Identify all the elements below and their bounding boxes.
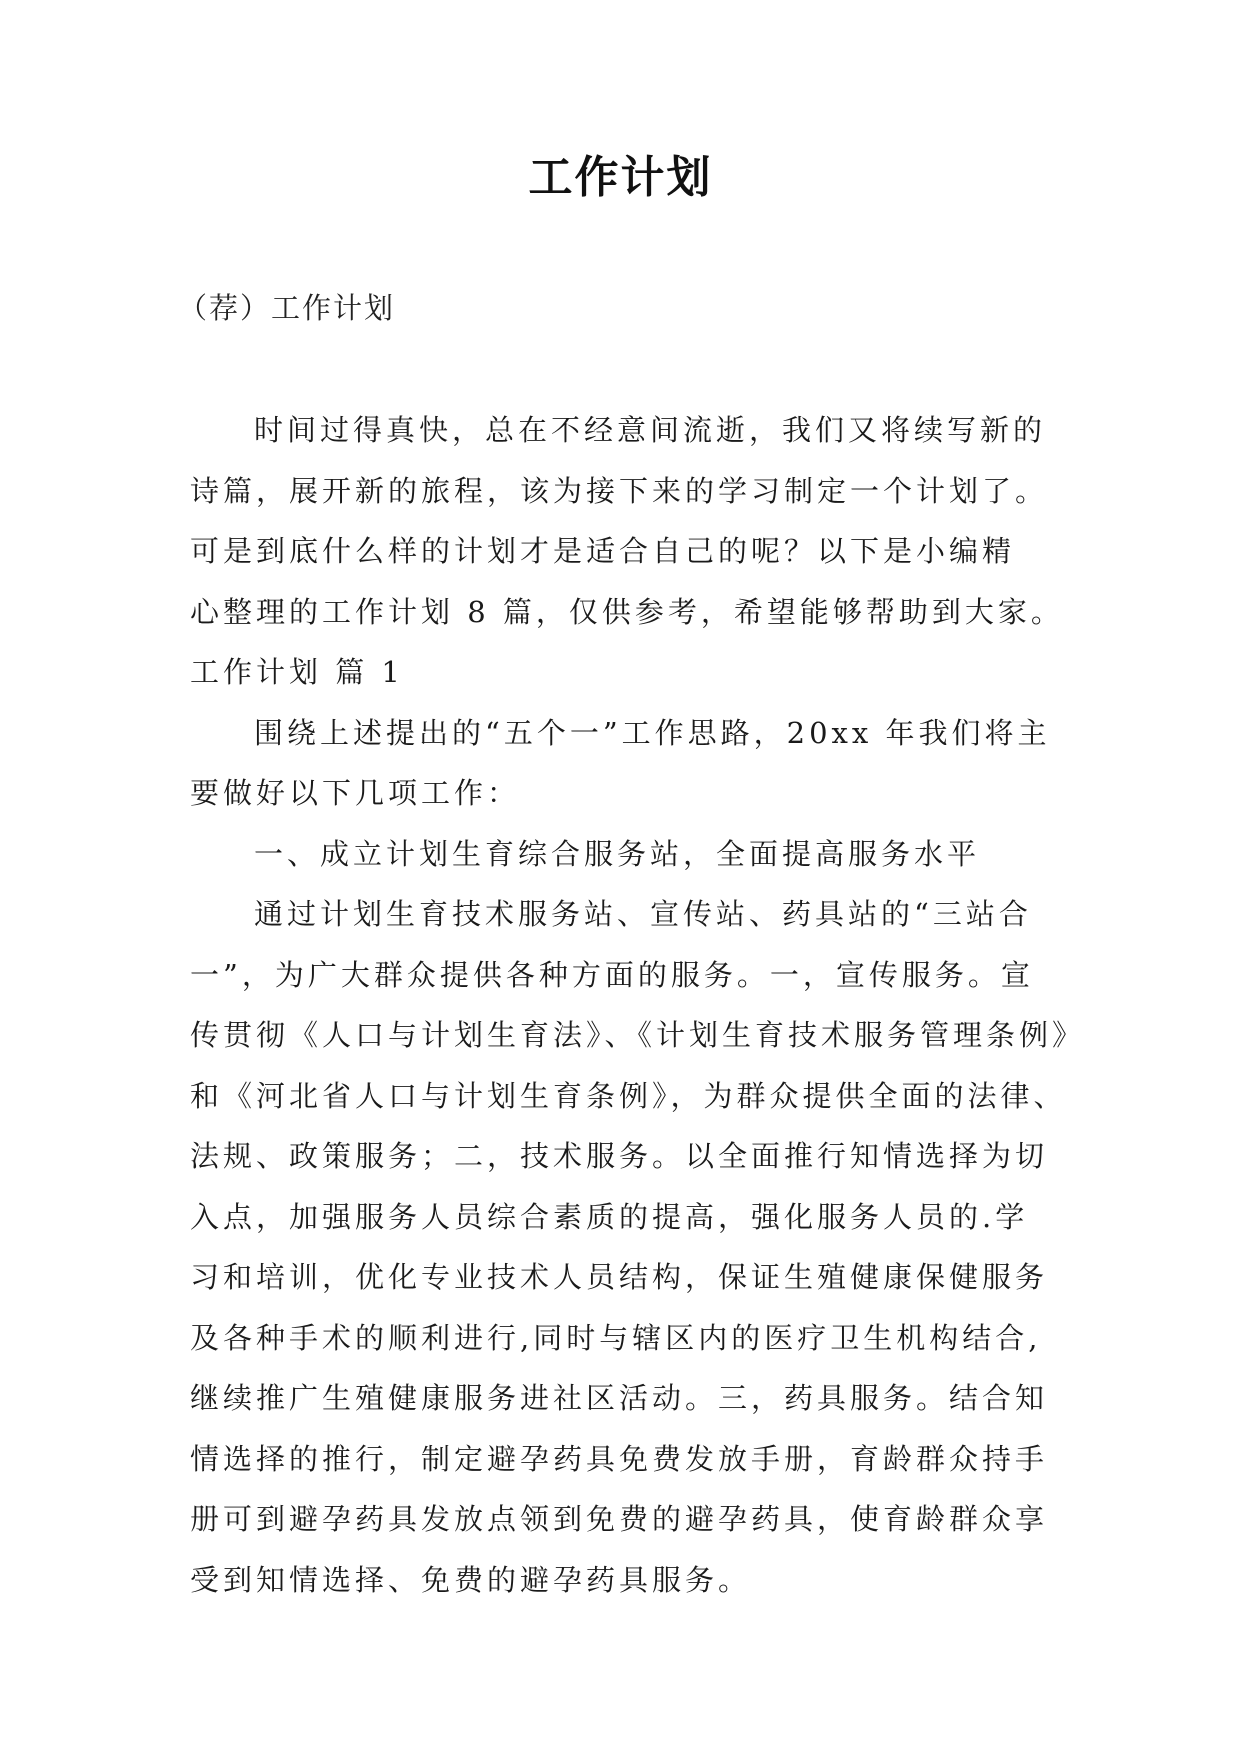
document-body — [190, 400, 1086, 1610]
text-line: 法规、政策服务；二，技术服务。以全面推行知情选择为切 — [190, 1139, 1049, 1173]
text-line: 要做好以下几项工作： — [190, 776, 521, 810]
text-line: 可是到底什么样的计划才是适合自己的呢？以下是小编精 — [190, 534, 1016, 568]
text-line: 通过计划生育技术服务站、宣传站、药具站的“三站合 — [254, 897, 1032, 931]
text-line: 册可到避孕药具发放点领到免费的避孕药具，使育龄群众享 — [190, 1502, 1049, 1536]
text-line: 心整理的工作计划 8 篇，仅供参考，希望能够帮助到大家。 — [190, 594, 1064, 629]
text-line: 情选择的推行，制定避孕药具免费发放手册，育龄群众持手 — [190, 1441, 1049, 1476]
text-line: 和《河北省人口与计划生育条例》，为群众提供全面的法律、 — [190, 1078, 1067, 1113]
text-line: 工作计划 篇 1 — [190, 655, 404, 689]
text-line: 习和培训，优化专业技术人员结构，保证生殖健康保健服务 — [190, 1260, 1049, 1294]
text-line: 一”，为广大群众提供各种方面的服务。一，宣传服务。宣 — [190, 957, 1034, 992]
text-line: 传贯彻《人口与计划生育法》、《计划生育技术服务管理条例》 — [190, 1018, 1086, 1052]
text-line: 诗篇，展开新的旅程，该为接下来的学习制定一个计划了。 — [190, 473, 1049, 508]
text-line: 入点，加强服务人员综合素质的提高，强化服务人员的.学 — [190, 1199, 1029, 1234]
text-line: 受到知情选择、免费的避孕药具服务。 — [190, 1562, 752, 1597]
document-title: 工作计划 — [528, 152, 713, 203]
text-line: 继续推广生殖健康服务进社区活动。三，药具服务。结合知 — [190, 1381, 1049, 1415]
text-line: 及各种手术的顺利进行,同时与辖区内的医疗卫生机构结合, — [190, 1320, 1042, 1355]
document-subtitle: （荐）工作计划 — [178, 291, 396, 325]
text-line: 围绕上述提出的“五个一”工作思路，20xx 年我们将主 — [254, 715, 1051, 750]
text-line: 一、成立计划生育综合服务站，全面提高服务水平 — [254, 836, 981, 871]
text-line: 时间过得真快，总在不经意间流逝，我们又将续写新的 — [254, 413, 1047, 447]
